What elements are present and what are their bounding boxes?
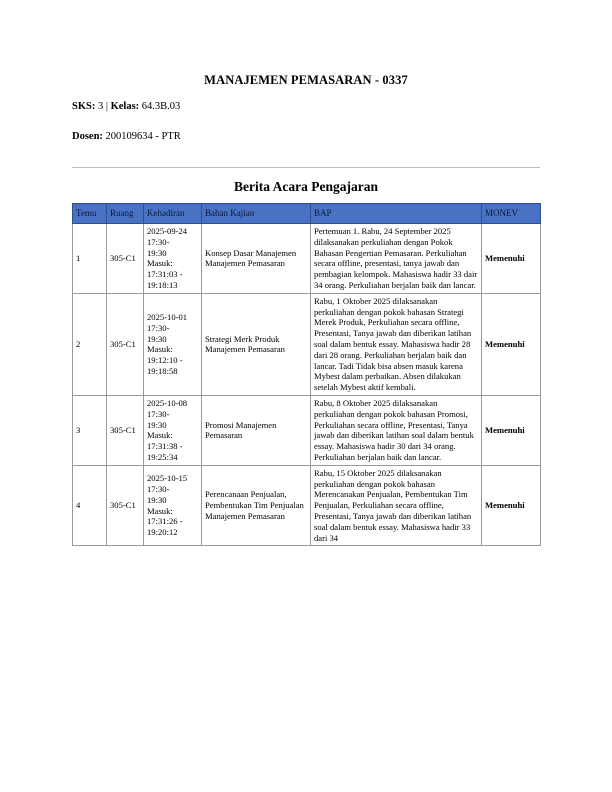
cell-temu: 2 <box>73 293 107 395</box>
kehadiran-end: 19:30 <box>147 333 167 344</box>
col-header-bahan-kajian: Bahan Kajian <box>202 204 311 224</box>
cell-temu: 1 <box>73 224 107 294</box>
cell-kehadiran <box>144 395 202 465</box>
dosen-label: Dosen: <box>72 131 103 142</box>
kehadiran-end: 19:30 <box>147 494 167 505</box>
cell-monev: Memenuhi <box>482 465 541 546</box>
cell-ruang: 305-C1 <box>107 395 144 465</box>
cell-ruang: 305-C1 <box>107 293 144 395</box>
cell-bap: Rabu, 15 Oktober 2025 dilaksanakan perkuliahan dengan pokok bahasan Merencanakan Penjualan, Pembentukan Tim Penjualan, Perkuliahan secara offline, Presentasi, Tanya jawab dan diberikan latihan soal dalam bentuk essay. Mahasiswa hadir 33 dari 34 <box>311 465 482 546</box>
kehadiran-end: 19:30 <box>147 419 167 430</box>
bap-table <box>72 203 541 546</box>
section-divider <box>72 167 540 168</box>
kehadiran-masuk-end: 19:18:13 <box>147 279 178 290</box>
kehadiran-masuk-label: Masuk: <box>147 505 173 516</box>
kehadiran-masuk-start: 17:31:26 - <box>147 516 183 527</box>
cell-bap: Rabu, 1 Oktober 2025 dilaksanakan perkuliahan dengan pokok bahasan Strategi Merek Produk, Perkuliahan secara offline, Presentasi, Tanya jawab dan diberikan latihan soal dalam bentuk essay. Mahasiswa hadir 28 dari 28 orang. Perkuliahan berjalan baik dan lancar. Tadi Tidak bisa absen masuk karena Mybest dalam perbaikan. Absen dilakukan setelah Mybest aktif kembali. <box>311 293 482 395</box>
cell-bap: Rabu, 8 Oktober 2025 dilaksanakan perkuliahan dengan pokok bahasan Promosi, Perkuliahan secara offline, Presentasi, Tanya jawab dan diberikan latihan soal dalam bentuk essay. Mahasiswa hadir 30 dari 34 orang. Perkuliahan berjalan baik dan lancar. <box>311 395 482 465</box>
kehadiran-start: 17:30- <box>147 408 170 419</box>
course-title: MANAJEMEN PEMASARAN - 0337 <box>204 73 408 87</box>
kehadiran-date: 2025-10-01 <box>147 311 188 322</box>
kehadiran-masuk-start: 17:31:03 - <box>147 269 183 280</box>
cell-monev: Memenuhi <box>482 224 541 294</box>
table-row <box>73 395 541 465</box>
sks-kelas-line <box>72 101 180 112</box>
col-header-bap: BAP <box>311 204 482 224</box>
cell-bahan-kajian: Perencanaan Penjualan, Pembentukan Tim Penjualan Manajemen Pemasaran <box>202 465 311 546</box>
cell-temu: 3 <box>73 395 107 465</box>
kehadiran-date: 2025-10-08 <box>147 397 188 408</box>
kehadiran-masuk-end: 19:20:12 <box>147 527 178 538</box>
col-header-temu: Temu <box>73 204 107 224</box>
cell-bap: Pertemuan 1. Rabu, 24 September 2025 dilaksanakan perkuliahan dengan Pokok Bahasan Pengertian Pemasaran. Perkuliahan secara offline, presentasi, tanya jawab dan pembagian kelompok. Mahasiswa hadir 33 dair 34 orang. Perkuliahan berjalan baik dan lancar. <box>311 224 482 294</box>
cell-temu: 4 <box>73 465 107 546</box>
table-row <box>73 224 541 294</box>
kehadiran-date: 2025-09-24 <box>147 226 188 236</box>
cell-ruang: 305-C1 <box>107 465 144 546</box>
kehadiran-date: 2025-10-15 <box>147 473 188 484</box>
col-header-kehadiran: Kehadiran <box>144 204 202 224</box>
cell-bahan-kajian: Konsep Dasar Manajemen Manajemen Pemasaran <box>202 224 311 294</box>
kehadiran-masuk-label: Masuk: <box>147 258 173 269</box>
table-row <box>73 465 541 546</box>
kehadiran-end: 19:30 <box>147 247 167 258</box>
cell-kehadiran <box>144 465 202 546</box>
table-header-row <box>73 204 541 224</box>
sks-label: SKS: <box>72 101 96 112</box>
kehadiran-start: 17:30- <box>147 236 170 247</box>
cell-monev: Memenuhi <box>482 395 541 465</box>
kehadiran-start: 17:30- <box>147 483 170 494</box>
dosen-line <box>72 131 181 142</box>
section-title: Berita Acara Pengajaran <box>234 179 378 194</box>
kehadiran-masuk-start: 17:31:38 - <box>147 441 183 452</box>
kelas-label: Kelas: <box>110 101 140 112</box>
kehadiran-masuk-end: 19:25:34 <box>147 451 178 462</box>
cell-kehadiran <box>144 293 202 395</box>
cell-bahan-kajian: Promosi Manajemen Pemasaran <box>202 395 311 465</box>
kehadiran-masuk-label: Masuk: <box>147 430 173 441</box>
kehadiran-masuk-label: Masuk: <box>147 344 173 355</box>
cell-kehadiran <box>144 224 202 294</box>
cell-bahan-kajian: Strategi Merk Produk Manajemen Pemasaran <box>202 293 311 395</box>
cell-monev: Memenuhi <box>482 293 541 395</box>
dosen-value: 200109634 - PTR <box>102 131 181 142</box>
kehadiran-masuk-start: 19:12:10 - <box>147 355 183 366</box>
kelas-value: 64.3B.03 <box>139 101 181 112</box>
cell-ruang: 305-C1 <box>107 224 144 294</box>
sks-value: 3 | <box>95 101 111 112</box>
table-row <box>73 293 541 395</box>
kehadiran-start: 17:30- <box>147 322 170 333</box>
col-header-monev: MONEV <box>482 204 541 224</box>
kehadiran-masuk-end: 19:18:58 <box>147 365 178 376</box>
col-header-ruang: Ruang <box>107 204 144 224</box>
